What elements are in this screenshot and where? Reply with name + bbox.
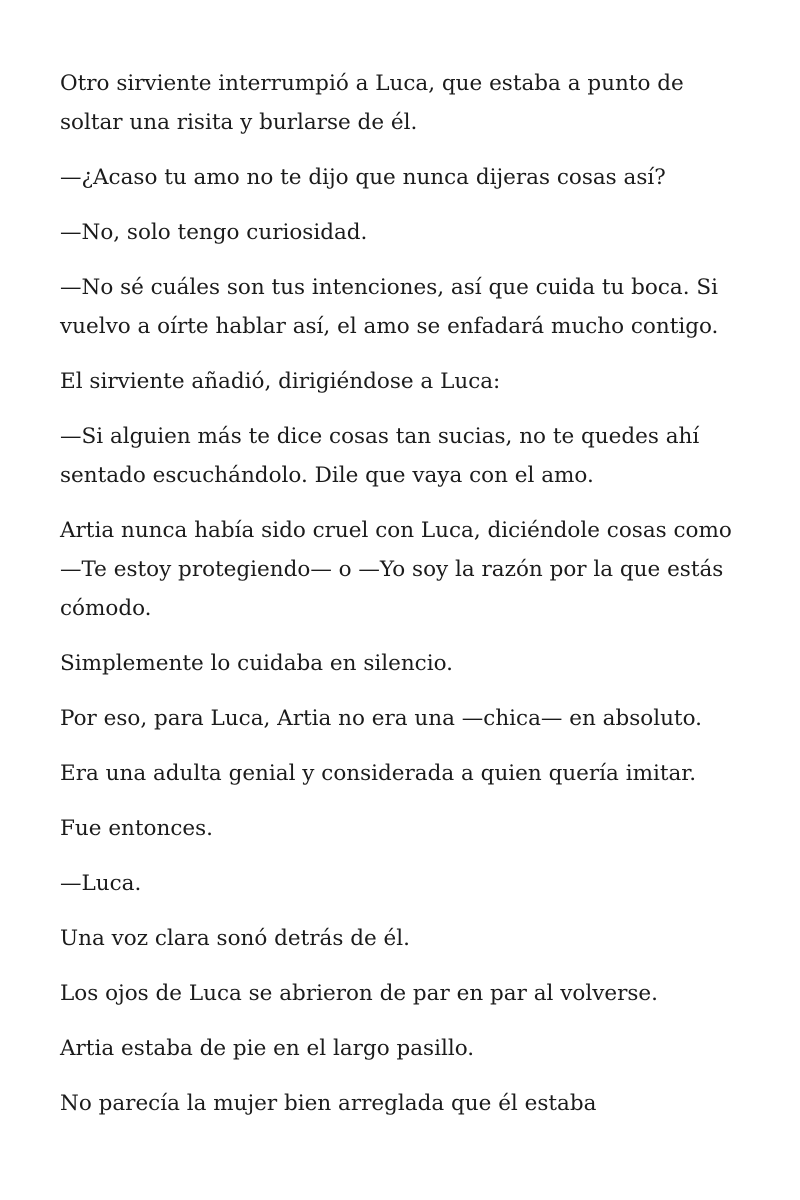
paragraph: Era una adulta genial y considerada a quien quería imitar.	[60, 761, 697, 786]
paragraph: Simplemente lo cuidaba en silencio.	[60, 651, 454, 676]
paragraph: —No, solo tengo curiosidad.	[60, 220, 368, 245]
paragraph: No parecía la mujer bien arreglada que él estaba	[60, 1091, 597, 1116]
reading-page	[60, 64, 750, 1139]
paragraph: Por eso, para Luca, Artia no era una —chica— en absoluto.	[60, 706, 702, 731]
paragraph: —No sé cuáles son tus intenciones, así que cuida tu boca. Si vuelvo a oírte hablar así, el amo se enfadará mucho contigo.	[60, 275, 719, 339]
paragraph: —Si alguien más te dice cosas tan sucias, no te quedes ahí sentado escuchándolo. Dile que vaya con el amo.	[60, 424, 700, 488]
paragraph: Los ojos de Luca se abrieron de par en par al volverse.	[60, 981, 658, 1006]
paragraph: Artia estaba de pie en el largo pasillo.	[60, 1036, 475, 1061]
paragraph: —Luca.	[60, 871, 142, 896]
paragraph: Artia nunca había sido cruel con Luca, diciéndole cosas como —Te estoy protegiendo— o —Yo soy la razón por la que estás cómodo.	[60, 518, 732, 621]
paragraph: Fue entonces.	[60, 816, 213, 841]
paragraph: El sirviente añadió, dirigiéndose a Luca:	[60, 369, 501, 394]
paragraph: Una voz clara sonó detrás de él.	[60, 926, 410, 951]
paragraph: —¿Acaso tu amo no te dijo que nunca dijeras cosas así?	[60, 165, 666, 190]
paragraph: Otro sirviente interrumpió a Luca, que estaba a punto de soltar una risita y burlarse de él.	[60, 71, 684, 135]
